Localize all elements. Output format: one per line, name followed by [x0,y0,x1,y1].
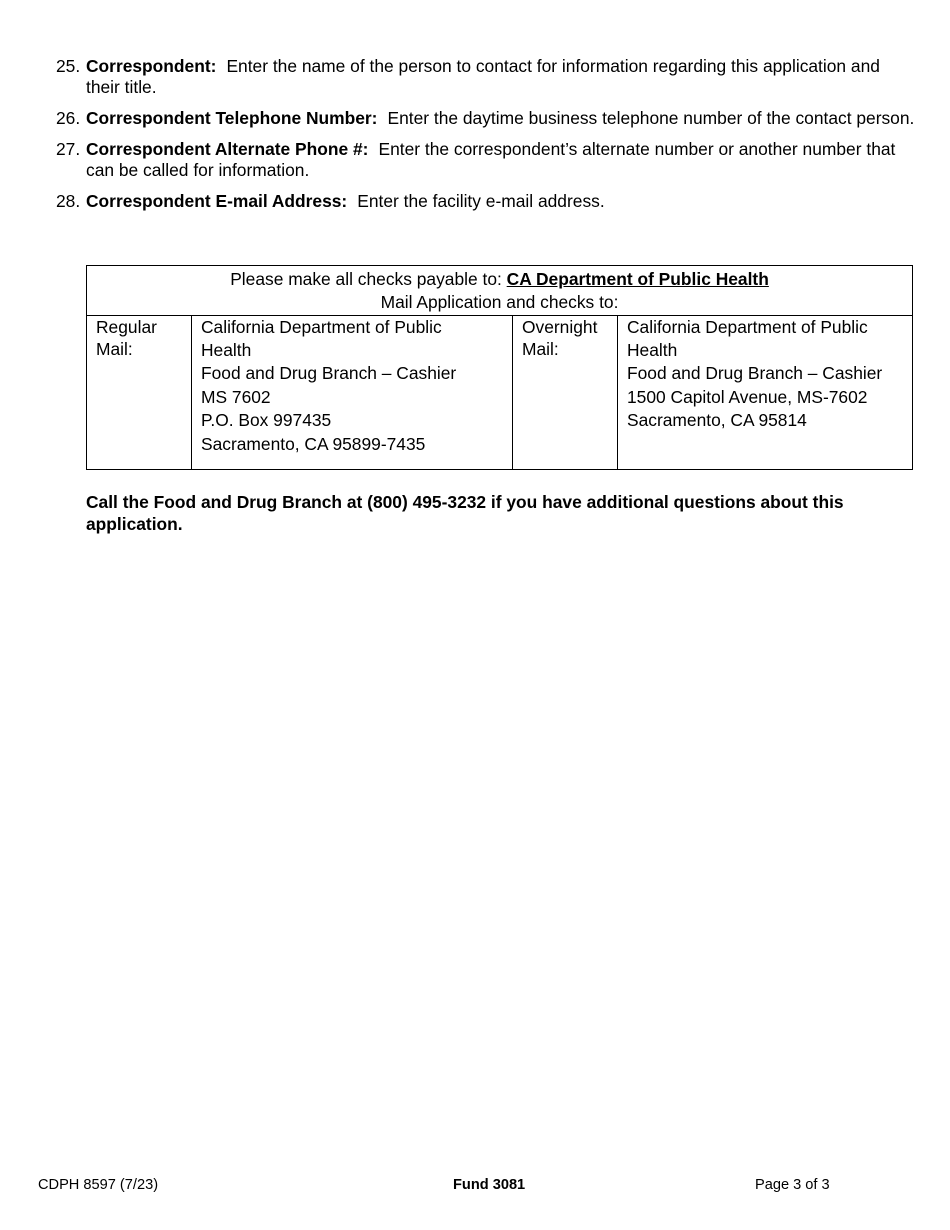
mailing-header-row [87,266,913,316]
instruction-term: Correspondent: [86,56,217,76]
mail-instruction: Mail Application and checks to: [380,291,619,312]
overnight-mail-label: Mail: [522,338,559,359]
instruction-body [86,108,916,129]
instruction-term: Correspondent Alternate Phone #: [86,139,369,159]
fund-number: Fund 3081 [453,1177,526,1193]
instruction-item-28 [56,191,916,212]
address-line: Food and Drug Branch – Cashier [201,363,457,384]
instruction-text: Enter the name of the person to contact for information regarding this application and their title. [86,56,880,97]
regular-mail-address [192,316,513,470]
instruction-body [86,139,916,181]
regular-mail-label: Mail: [96,338,133,359]
instruction-text: Enter the daytime business telephone number of the contact person. [387,108,915,128]
address-line: Sacramento, CA 95899-7435 [201,433,426,454]
overnight-mail-label-cell [513,316,618,470]
instruction-number: 26. [56,108,81,128]
page-footer [0,1177,950,1197]
regular-mail-label-cell [87,316,192,470]
address-line: 1500 Capitol Avenue, MS-7602 [627,386,868,407]
address-line: P.O. Box 997435 [201,410,332,431]
form-id: CDPH 8597 (7/23) [38,1177,159,1193]
instruction-number: 25. [56,56,81,76]
instruction-body [86,191,916,212]
instruction-list [56,56,916,222]
instruction-number: 28. [56,191,81,211]
instruction-item-26 [56,108,916,129]
address-line: Health [201,339,252,360]
mailing-address-row [87,316,913,470]
address-line: California Department of Public [201,317,442,337]
mailing-info-table [86,265,913,470]
address-line: Health [627,339,678,360]
page-number: Page 3 of 3 [755,1177,830,1193]
checks-payable-label: Please make all checks payable to: [230,269,502,289]
address-line: Sacramento, CA 95814 [627,410,807,431]
contact-note: Call the Food and Drug Branch at (800) 495-3232 if you have additional questions about this application. [86,492,844,534]
instruction-term: Correspondent Telephone Number: [86,108,378,128]
mailing-header-cell [87,266,913,316]
regular-mail-label: Regular [96,317,157,337]
instruction-term: Correspondent E-mail Address: [86,191,348,211]
address-line: MS 7602 [201,386,271,407]
payee-name: CA Department of Public Health [506,269,769,289]
instruction-number: 27. [56,139,81,159]
instruction-body [86,56,916,98]
overnight-mail-address [618,316,913,470]
instruction-text: Enter the correspondent’s alternate number or another number that can be called for information. [86,139,896,180]
instruction-item-25 [56,56,916,98]
address-line: Food and Drug Branch – Cashier [627,363,883,384]
address-line: California Department of Public [627,317,868,337]
instruction-text: Enter the facility e-mail address. [357,191,605,211]
instruction-item-27 [56,139,916,181]
overnight-mail-label: Overnight [522,317,598,337]
